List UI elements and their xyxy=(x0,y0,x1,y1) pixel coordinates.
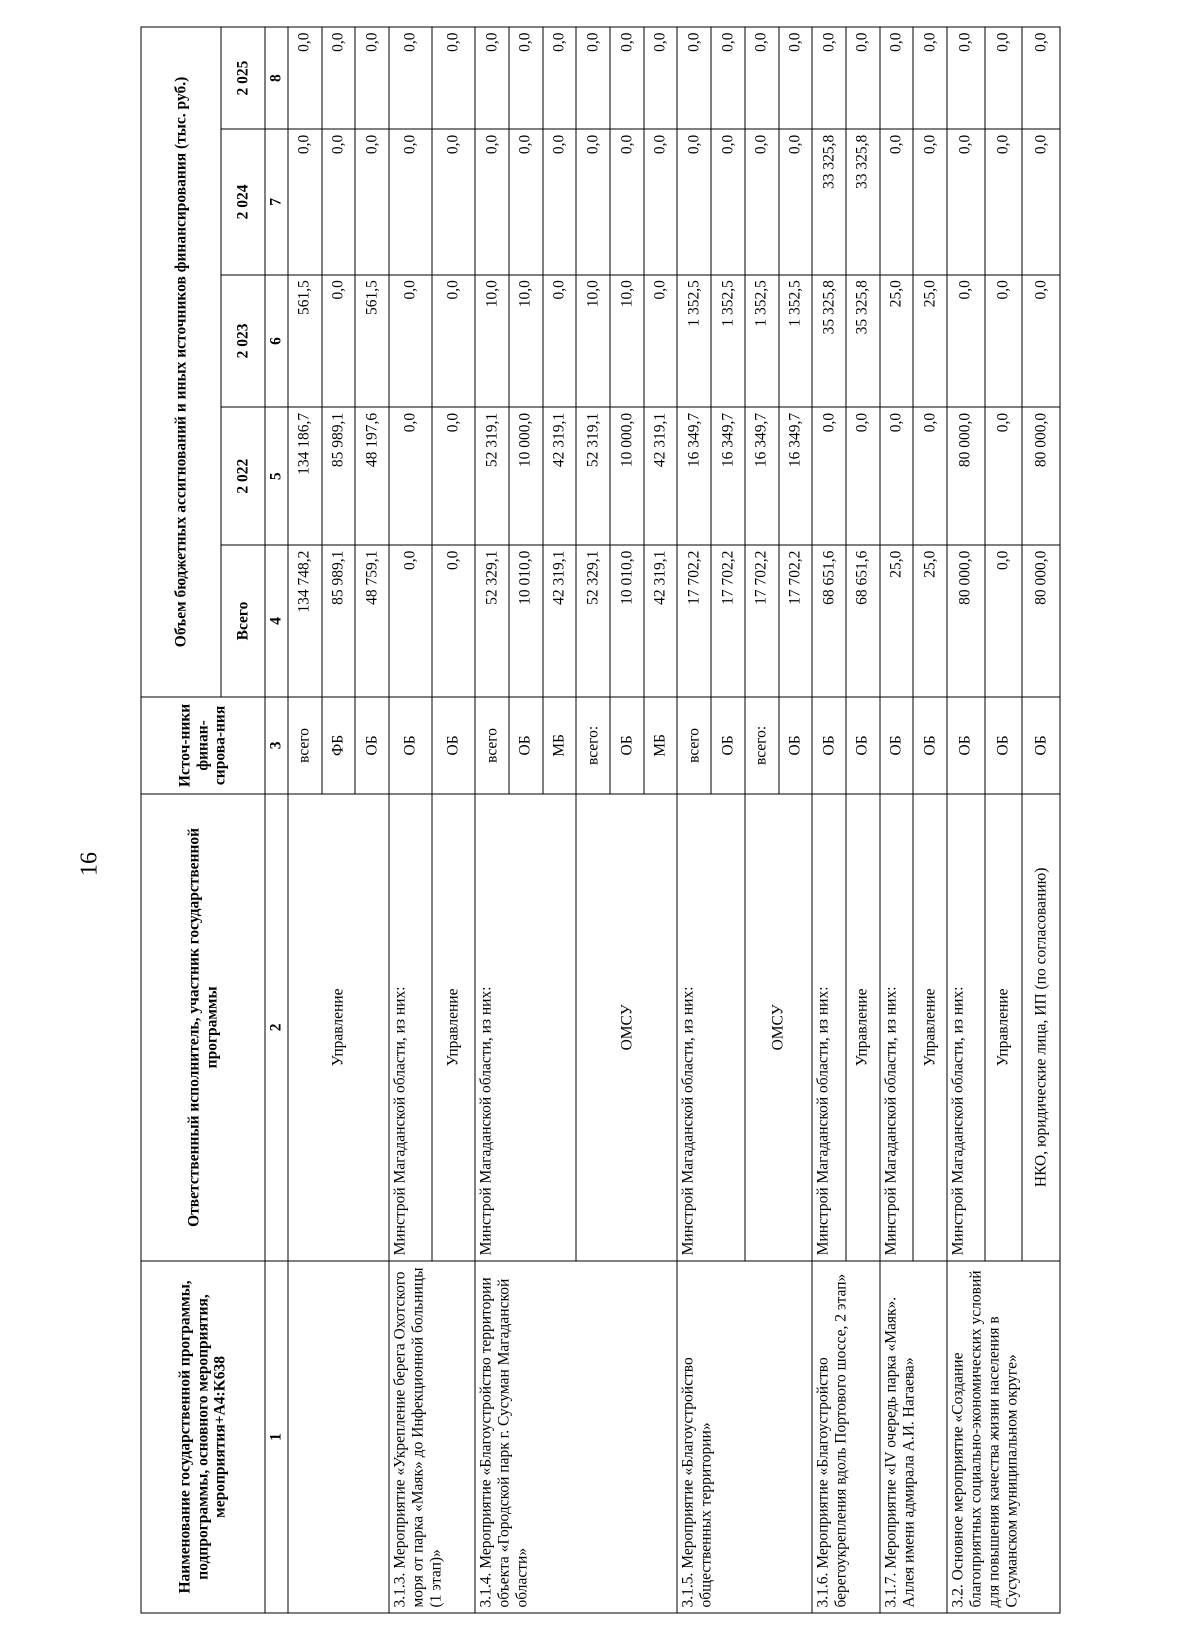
total-cell: 17 702,2 xyxy=(744,545,778,697)
activity-316-name: 3.1.6. Мероприятие «Благоустройство берегоукрепления вдоль Портового шоссе, 2 этап» xyxy=(812,1261,879,1613)
y2024-cell: 0,0 xyxy=(778,129,812,274)
header-col3: Источ-ники финан-сирова-ния xyxy=(141,697,265,794)
y2023-cell: 10,0 xyxy=(508,275,542,408)
y2025-cell: 0,0 xyxy=(542,27,576,129)
executor-minstroy: Минстрой Магаданской области, из них: xyxy=(677,794,744,1261)
y2025-cell: 0,0 xyxy=(812,27,846,129)
y2023-cell: 1 352,5 xyxy=(744,275,778,408)
y2024-cell: 0,0 xyxy=(947,129,985,274)
source-cell: ОБ xyxy=(812,697,846,794)
table-row xyxy=(879,27,913,1613)
page-number: 16 xyxy=(76,852,103,876)
y2024-cell: 0,0 xyxy=(321,129,355,274)
table-row xyxy=(388,27,431,1613)
table-row xyxy=(475,27,509,1613)
total-cell: 17 702,2 xyxy=(711,545,745,697)
y2022-cell: 0,0 xyxy=(879,407,913,545)
y2022-cell: 42 319,1 xyxy=(542,407,576,545)
name-cell-empty xyxy=(287,1261,388,1613)
y2025-cell: 0,0 xyxy=(711,27,745,129)
total-cell: 68 651,6 xyxy=(812,545,846,697)
y2025-cell: 0,0 xyxy=(1022,27,1060,129)
y2023-cell: 0,0 xyxy=(321,275,355,408)
source-cell: ОБ xyxy=(984,697,1022,794)
y2023-cell: 561,5 xyxy=(287,275,321,408)
y2022-cell: 16 349,7 xyxy=(677,407,711,545)
y2022-cell: 16 349,7 xyxy=(744,407,778,545)
y2023-cell: 25,0 xyxy=(913,275,947,408)
index-cell: 7 xyxy=(265,129,288,274)
y2022-cell: 52 319,1 xyxy=(475,407,509,545)
total-cell: 0,0 xyxy=(388,545,431,697)
y2024-cell: 0,0 xyxy=(287,129,321,274)
y2024-cell: 0,0 xyxy=(475,129,509,274)
total-cell: 80 000,0 xyxy=(1022,545,1060,697)
y2024-cell: 0,0 xyxy=(677,129,711,274)
y2024-cell: 0,0 xyxy=(576,129,610,274)
header-col2: Ответственный исполнитель, участник государственной программы xyxy=(141,794,265,1261)
y2023-cell: 10,0 xyxy=(576,275,610,408)
header-2025: 2 025 xyxy=(221,27,265,129)
total-cell: 10 010,0 xyxy=(508,545,542,697)
executor-minstroy: Минстрой Магаданской области, из них: xyxy=(947,794,985,1261)
executor-omsu: ОМСУ xyxy=(576,794,677,1261)
y2022-cell: 0,0 xyxy=(913,407,947,545)
activity-313-name: 3.1.3. Мероприятие «Укрепление берега Охотского моря от парка «Маяк» до Инфекционной больницы (1 этап)» xyxy=(388,1261,474,1613)
y2022-cell: 80 000,0 xyxy=(947,407,985,545)
y2025-cell: 0,0 xyxy=(984,27,1022,129)
total-cell: 68 651,6 xyxy=(846,545,880,697)
executor-nko: НКО, юридические лица, ИП (по согласованию) xyxy=(1022,794,1060,1261)
y2022-cell: 10 000,0 xyxy=(508,407,542,545)
executor-upravlenie: Управление xyxy=(287,794,388,1261)
y2024-cell: 0,0 xyxy=(913,129,947,274)
y2023-cell: 0,0 xyxy=(542,275,576,408)
index-cell: 2 xyxy=(265,794,288,1261)
source-cell: ОБ xyxy=(508,697,542,794)
activity-32-name: 3.2. Основное мероприятие «Создание благоприятных социально-экономических условий для повышения качества жизни населения в Сусуманском муниципальном округе» xyxy=(947,1261,1060,1613)
header-2023: 2 023 xyxy=(221,275,265,408)
y2024-cell: 0,0 xyxy=(610,129,644,274)
activity-315-name: 3.1.5. Мероприятие «Благоустройство общественных территории» xyxy=(677,1261,812,1613)
y2025-cell: 0,0 xyxy=(355,27,389,129)
source-cell: ОБ xyxy=(879,697,913,794)
y2023-cell: 561,5 xyxy=(355,275,389,408)
header-total: Всего xyxy=(221,545,265,697)
y2025-cell: 0,0 xyxy=(778,27,812,129)
source-cell: МБ xyxy=(643,697,677,794)
executor-minstroy: Минстрой Магаданской области, из них: xyxy=(879,794,913,1261)
total-cell: 48 759,1 xyxy=(355,545,389,697)
y2022-cell: 85 989,1 xyxy=(321,407,355,545)
source-cell: всего xyxy=(475,697,509,794)
total-cell: 134 748,2 xyxy=(287,545,321,697)
executor-upravlenie: Управление xyxy=(432,794,475,1261)
y2024-cell: 0,0 xyxy=(879,129,913,274)
source-cell: ОБ xyxy=(913,697,947,794)
y2022-cell: 0,0 xyxy=(432,407,475,545)
executor-minstroy: Минстрой Магаданской области, из них: xyxy=(475,794,576,1261)
total-cell: 0,0 xyxy=(432,545,475,697)
table-row xyxy=(812,27,846,1613)
index-cell: 3 xyxy=(265,697,288,794)
y2022-cell: 48 197,6 xyxy=(355,407,389,545)
executor-upravlenie: Управление xyxy=(913,794,947,1261)
y2023-cell: 1 352,5 xyxy=(677,275,711,408)
y2025-cell: 0,0 xyxy=(643,27,677,129)
source-cell: ОБ xyxy=(1022,697,1060,794)
y2025-cell: 0,0 xyxy=(287,27,321,129)
total-cell: 80 000,0 xyxy=(947,545,985,697)
y2023-cell: 35 325,8 xyxy=(846,275,880,408)
table-row xyxy=(947,27,985,1613)
y2024-cell: 0,0 xyxy=(711,129,745,274)
index-cell: 6 xyxy=(265,275,288,408)
header-col1: Наименование государственной программы, подпрограммы, основного мероприятия, мероприятия+A4:K638 xyxy=(141,1261,265,1613)
budget-table xyxy=(140,27,1060,1614)
index-cell: 4 xyxy=(265,545,288,697)
total-cell: 85 989,1 xyxy=(321,545,355,697)
y2025-cell: 0,0 xyxy=(432,27,475,129)
executor-upravlenie: Управление xyxy=(846,794,880,1261)
y2023-cell: 0,0 xyxy=(984,275,1022,408)
index-cell: 5 xyxy=(265,407,288,545)
y2024-cell: 0,0 xyxy=(388,129,431,274)
y2025-cell: 0,0 xyxy=(321,27,355,129)
rotated-table-wrapper xyxy=(140,27,1060,1614)
total-cell: 0,0 xyxy=(984,545,1022,697)
y2024-cell: 0,0 xyxy=(355,129,389,274)
y2025-cell: 0,0 xyxy=(388,27,431,129)
total-cell: 17 702,2 xyxy=(778,545,812,697)
y2022-cell: 52 319,1 xyxy=(576,407,610,545)
y2025-cell: 0,0 xyxy=(610,27,644,129)
table-row xyxy=(287,27,321,1613)
y2025-cell: 0,0 xyxy=(879,27,913,129)
y2025-cell: 0,0 xyxy=(947,27,985,129)
y2023-cell: 1 352,5 xyxy=(711,275,745,408)
y2022-cell: 16 349,7 xyxy=(711,407,745,545)
executor-minstroy: Минстрой Магаданской области, из них: xyxy=(388,794,431,1261)
source-cell: всего: xyxy=(744,697,778,794)
y2022-cell: 0,0 xyxy=(846,407,880,545)
header-col-group: Объем бюджетных ассигнований и иных источников финансирования (тыс. руб.) xyxy=(141,27,221,697)
y2024-cell: 0,0 xyxy=(432,129,475,274)
y2023-cell: 10,0 xyxy=(610,275,644,408)
index-row xyxy=(265,27,288,1613)
source-cell: ОБ xyxy=(355,697,389,794)
total-cell: 10 010,0 xyxy=(610,545,644,697)
source-cell: ФБ xyxy=(321,697,355,794)
source-cell: ОБ xyxy=(947,697,985,794)
y2025-cell: 0,0 xyxy=(846,27,880,129)
executor-minstroy: Минстрой Магаданской области, из них: xyxy=(812,794,846,1261)
y2022-cell: 10 000,0 xyxy=(610,407,644,545)
y2025-cell: 0,0 xyxy=(913,27,947,129)
executor-upravlenie: Управление xyxy=(984,794,1022,1261)
index-cell: 8 xyxy=(265,27,288,129)
source-cell: ОБ xyxy=(610,697,644,794)
y2024-cell: 33 325,8 xyxy=(846,129,880,274)
source-cell: ОБ xyxy=(432,697,475,794)
source-cell: ОБ xyxy=(778,697,812,794)
source-cell: МБ xyxy=(542,697,576,794)
y2024-cell: 0,0 xyxy=(542,129,576,274)
y2024-cell: 0,0 xyxy=(1022,129,1060,274)
y2025-cell: 0,0 xyxy=(677,27,711,129)
y2023-cell: 0,0 xyxy=(432,275,475,408)
y2023-cell: 25,0 xyxy=(879,275,913,408)
y2023-cell: 1 352,5 xyxy=(778,275,812,408)
y2022-cell: 16 349,7 xyxy=(778,407,812,545)
total-cell: 17 702,2 xyxy=(677,545,711,697)
total-cell: 42 319,1 xyxy=(643,545,677,697)
source-cell: всего xyxy=(287,697,321,794)
y2022-cell: 0,0 xyxy=(984,407,1022,545)
executor-omsu: ОМСУ xyxy=(744,794,811,1261)
y2023-cell: 0,0 xyxy=(1022,275,1060,408)
total-cell: 52 329,1 xyxy=(576,545,610,697)
y2022-cell: 80 000,0 xyxy=(1022,407,1060,545)
source-cell: ОБ xyxy=(388,697,431,794)
y2024-cell: 0,0 xyxy=(643,129,677,274)
table-row xyxy=(677,27,711,1613)
source-cell: ОБ xyxy=(846,697,880,794)
y2024-cell: 0,0 xyxy=(508,129,542,274)
header-2022: 2 022 xyxy=(221,407,265,545)
total-cell: 52 329,1 xyxy=(475,545,509,697)
y2023-cell: 35 325,8 xyxy=(812,275,846,408)
y2022-cell: 134 186,7 xyxy=(287,407,321,545)
y2023-cell: 0,0 xyxy=(947,275,985,408)
y2025-cell: 0,0 xyxy=(508,27,542,129)
y2022-cell: 42 319,1 xyxy=(643,407,677,545)
source-cell: ОБ xyxy=(711,697,745,794)
y2025-cell: 0,0 xyxy=(475,27,509,129)
y2023-cell: 0,0 xyxy=(388,275,431,408)
activity-317-name: 3.1.7. Мероприятие «IV очередь парка «Маяк». Аллея имени адмирала А.И. Нагаева» xyxy=(879,1261,946,1613)
total-cell: 42 319,1 xyxy=(542,545,576,697)
y2023-cell: 0,0 xyxy=(643,275,677,408)
y2022-cell: 0,0 xyxy=(812,407,846,545)
y2024-cell: 0,0 xyxy=(984,129,1022,274)
y2022-cell: 0,0 xyxy=(388,407,431,545)
total-cell: 25,0 xyxy=(913,545,947,697)
total-cell: 25,0 xyxy=(879,545,913,697)
source-cell: всего xyxy=(677,697,711,794)
y2025-cell: 0,0 xyxy=(576,27,610,129)
source-cell: всего: xyxy=(576,697,610,794)
header-2024: 2 024 xyxy=(221,129,265,274)
y2024-cell: 0,0 xyxy=(744,129,778,274)
activity-314-name: 3.1.4. Мероприятие «Благоустройство территории объекта «Городской парк г. Сусуман Магаданской области» xyxy=(475,1261,677,1613)
index-cell: 1 xyxy=(265,1261,288,1613)
y2024-cell: 33 325,8 xyxy=(812,129,846,274)
y2023-cell: 10,0 xyxy=(475,275,509,408)
y2025-cell: 0,0 xyxy=(744,27,778,129)
